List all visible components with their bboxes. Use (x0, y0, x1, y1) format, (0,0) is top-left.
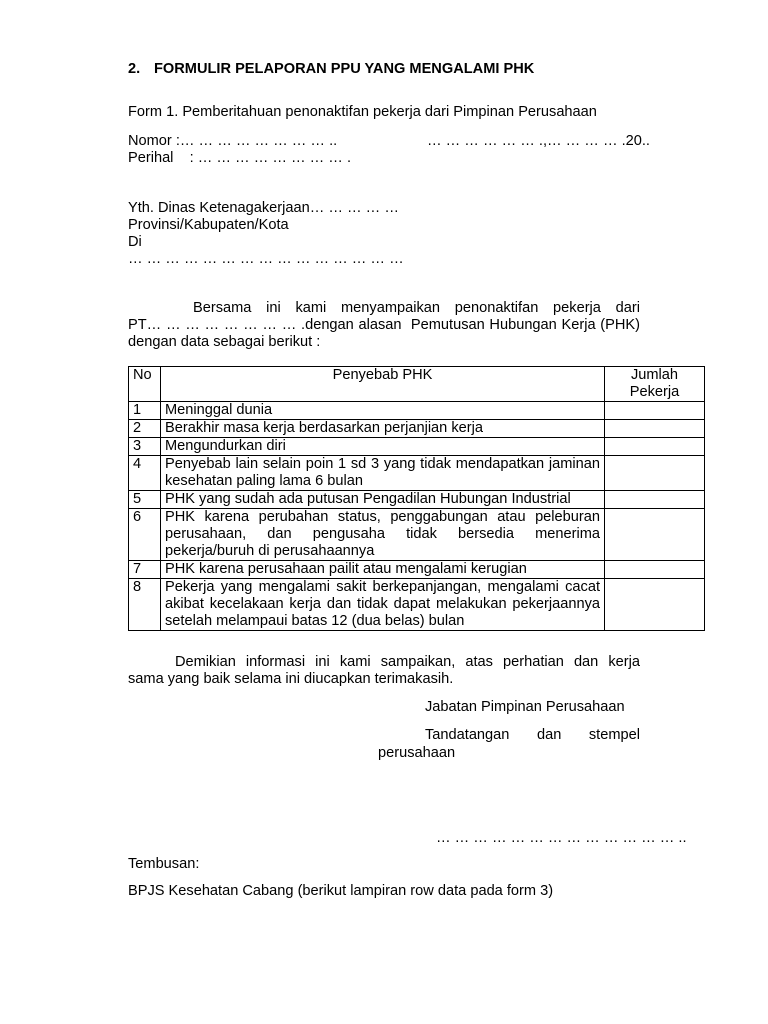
header-count-line-1: Jumlah (630, 367, 679, 383)
row-count (605, 438, 705, 456)
row-count (605, 491, 705, 509)
signatory-name-dots: … … … … … … … … … … … … … .. (436, 830, 687, 846)
recipient-line-4: … … … … … … … … … … … … … … … (128, 251, 404, 267)
table-row (129, 438, 705, 456)
row-no: 4 (129, 456, 161, 491)
table-row (129, 491, 705, 509)
header-count-line-2: Pekerja (629, 384, 680, 400)
signatory-position: Jabatan Pimpinan Perusahaan (425, 699, 625, 715)
recipient-line-3: Di (128, 234, 142, 250)
row-cause: Pekerja yang mengalami sakit berkepanjangan, mengalami cacat akibat kecelakaan kerja dan tidak dapat melakukan pekerjaannya setelah melampaui batas 12 (dua belas) bulan (161, 579, 605, 631)
row-count (605, 456, 705, 491)
table-row (129, 420, 705, 438)
form-title: Form 1. Pemberitahuan penonaktifan pekerja dari Pimpinan Perusahaan (128, 104, 597, 120)
row-count (605, 420, 705, 438)
table-header-row (129, 367, 705, 402)
header-no: No (129, 367, 161, 402)
nomor-field: Nomor :… … … … … … … … .. (128, 133, 338, 149)
signature-line-1: Tandatangan dan stempel (425, 727, 640, 743)
section-number: 2. (128, 61, 141, 77)
row-cause: PHK yang sudah ada putusan Pengadilan Hubungan Industrial (161, 491, 605, 509)
table-row (129, 456, 705, 491)
row-no: 7 (129, 561, 161, 579)
row-no: 2 (129, 420, 161, 438)
place-date-field: … … … … … … .,… … … … .20.. (427, 133, 650, 149)
table-row (129, 561, 705, 579)
row-cause: Penyebab lain selain poin 1 sd 3 yang tidak mendapatkan jaminan kesehatan paling lama 6 bulan (161, 456, 605, 491)
row-cause: PHK karena perusahaan pailit atau mengalami kerugian (161, 561, 605, 579)
row-cause: Berakhir masa kerja berdasarkan perjanjian kerja (161, 420, 605, 438)
table-row (129, 509, 705, 561)
header-cause: Penyebab PHK (161, 367, 605, 402)
row-count (605, 402, 705, 420)
cc-text: BPJS Kesehatan Cabang (berikut lampiran row data pada form 3) (128, 883, 554, 899)
closing-line-1: Demikian informasi ini kami sampaikan, atas perhatian dan kerja (175, 654, 640, 670)
row-cause: Meninggal dunia (161, 402, 605, 420)
row-no: 8 (129, 579, 161, 631)
row-cause: Mengundurkan diri (161, 438, 605, 456)
recipient-line-2: Provinsi/Kabupaten/Kota (128, 217, 289, 233)
row-cause: PHK karena perubahan status, penggabungan atau peleburan perusahaan, dan pengusaha tidak bersedia menerima pekerja/buruh di perusahaannya (161, 509, 605, 561)
row-no: 1 (129, 402, 161, 420)
section-title: FORMULIR PELAPORAN PPU YANG MENGALAMI PHK (154, 61, 535, 77)
row-no: 3 (129, 438, 161, 456)
row-count (605, 561, 705, 579)
phk-table (128, 366, 705, 631)
table-row (129, 402, 705, 420)
row-no: 6 (129, 509, 161, 561)
cc-label: Tembusan: (128, 856, 200, 872)
signature-line-2: perusahaan (378, 745, 456, 761)
perihal-field: Perihal : … … … … … … … … . (128, 150, 351, 166)
row-no: 5 (129, 491, 161, 509)
row-count (605, 509, 705, 561)
section-heading (128, 61, 534, 78)
intro-line-3: dengan data sebagai berikut : (128, 334, 321, 350)
intro-line-1: Bersama ini kami menyampaikan penonaktifan pekerja dari (193, 300, 640, 316)
row-count (605, 579, 705, 631)
closing-line-2: sama yang baik selama ini diucapkan terimakasih. (128, 671, 454, 687)
intro-line-2: PT… … … … … … … … .dengan alasan Pemutusan Hubungan Kerja (PHK) (128, 317, 640, 333)
table-row (129, 579, 705, 631)
header-count (605, 367, 705, 402)
recipient-line-1: Yth. Dinas Ketenagakerjaan… … … … … (128, 200, 399, 216)
